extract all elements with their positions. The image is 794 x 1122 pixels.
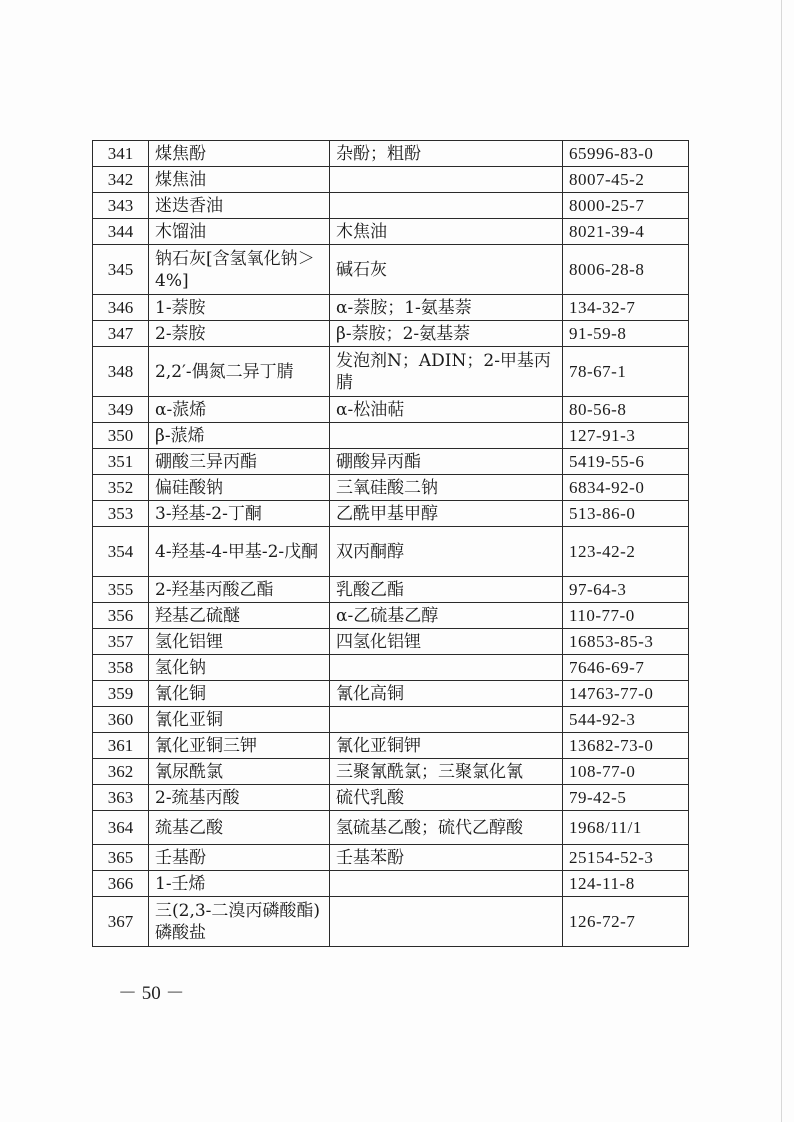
table-row bbox=[93, 577, 689, 603]
cell-name: 木馏油 bbox=[149, 219, 330, 245]
cell-alias: 乙酰甲基甲醇 bbox=[330, 501, 563, 527]
cell-alias: α-松油萜 bbox=[330, 397, 563, 423]
cell-name: 巯基乙酸 bbox=[149, 811, 330, 845]
cell-number: 360 bbox=[93, 707, 149, 733]
table-row bbox=[93, 603, 689, 629]
cell-alias bbox=[330, 167, 563, 193]
table-row bbox=[93, 167, 689, 193]
cell-cas-number: 127-91-3 bbox=[563, 423, 689, 449]
cell-number: 357 bbox=[93, 629, 149, 655]
table-row bbox=[93, 245, 689, 295]
cell-alias: 氰化亚铜钾 bbox=[330, 733, 563, 759]
cell-cas-number: 8006-28-8 bbox=[563, 245, 689, 295]
table-row bbox=[93, 397, 689, 423]
cell-cas-number: 134-32-7 bbox=[563, 295, 689, 321]
cell-name: 煤焦油 bbox=[149, 167, 330, 193]
cell-alias: α-乙硫基乙醇 bbox=[330, 603, 563, 629]
table-row bbox=[93, 811, 689, 845]
cell-alias: 双丙酮醇 bbox=[330, 527, 563, 577]
cell-number: 363 bbox=[93, 785, 149, 811]
cell-cas-number: 65996-83-0 bbox=[563, 141, 689, 167]
table-row bbox=[93, 629, 689, 655]
table-row bbox=[93, 423, 689, 449]
cell-name: 钠石灰[含氢氧化钠＞4%] bbox=[149, 245, 330, 295]
table-row bbox=[93, 785, 689, 811]
cell-number: 348 bbox=[93, 347, 149, 397]
cell-alias: 发泡剂N；ADIN；2-甲基丙腈 bbox=[330, 347, 563, 397]
cell-name: 壬基酚 bbox=[149, 845, 330, 871]
table-row bbox=[93, 897, 689, 947]
cell-name: 氢化铝锂 bbox=[149, 629, 330, 655]
cell-alias: 氢硫基乙酸；硫代乙醇酸 bbox=[330, 811, 563, 845]
cell-number: 351 bbox=[93, 449, 149, 475]
cell-name: 2-萘胺 bbox=[149, 321, 330, 347]
cell-name: 1-萘胺 bbox=[149, 295, 330, 321]
cell-alias: 三氧硅酸二钠 bbox=[330, 475, 563, 501]
cell-cas-number: 8021-39-4 bbox=[563, 219, 689, 245]
cell-cas-number: 7646-69-7 bbox=[563, 655, 689, 681]
cell-name: 迷迭香油 bbox=[149, 193, 330, 219]
cell-number: 355 bbox=[93, 577, 149, 603]
table-row bbox=[93, 141, 689, 167]
cell-number: 364 bbox=[93, 811, 149, 845]
table-row bbox=[93, 871, 689, 897]
cell-number: 359 bbox=[93, 681, 149, 707]
cell-number: 345 bbox=[93, 245, 149, 295]
table-row bbox=[93, 219, 689, 245]
cell-name: 2-巯基丙酸 bbox=[149, 785, 330, 811]
cell-alias: 四氢化铝锂 bbox=[330, 629, 563, 655]
cell-cas-number: 13682-73-0 bbox=[563, 733, 689, 759]
chemicals-table bbox=[92, 140, 689, 947]
cell-number: 367 bbox=[93, 897, 149, 947]
cell-name: 2,2′-偶氮二异丁腈 bbox=[149, 347, 330, 397]
cell-alias bbox=[330, 423, 563, 449]
cell-alias: 壬基苯酚 bbox=[330, 845, 563, 871]
cell-number: 346 bbox=[93, 295, 149, 321]
cell-name: 氰化铜 bbox=[149, 681, 330, 707]
cell-cas-number: 16853-85-3 bbox=[563, 629, 689, 655]
cell-alias: 乳酸乙酯 bbox=[330, 577, 563, 603]
cell-number: 349 bbox=[93, 397, 149, 423]
cell-alias bbox=[330, 871, 563, 897]
cell-alias: 硫代乳酸 bbox=[330, 785, 563, 811]
cell-alias: α-萘胺；1-氨基萘 bbox=[330, 295, 563, 321]
cell-cas-number: 123-42-2 bbox=[563, 527, 689, 577]
cell-alias: β-萘胺；2-氨基萘 bbox=[330, 321, 563, 347]
cell-cas-number: 124-11-8 bbox=[563, 871, 689, 897]
cell-name: 4-羟基-4-甲基-2-戊酮 bbox=[149, 527, 330, 577]
table-row bbox=[93, 347, 689, 397]
cell-alias bbox=[330, 707, 563, 733]
cell-number: 350 bbox=[93, 423, 149, 449]
cell-cas-number: 14763-77-0 bbox=[563, 681, 689, 707]
cell-name: 3-羟基-2-丁酮 bbox=[149, 501, 330, 527]
cell-alias: 杂酚；粗酚 bbox=[330, 141, 563, 167]
cell-number: 354 bbox=[93, 527, 149, 577]
cell-alias: 氰化高铜 bbox=[330, 681, 563, 707]
table-row bbox=[93, 655, 689, 681]
cell-number: 343 bbox=[93, 193, 149, 219]
cell-number: 356 bbox=[93, 603, 149, 629]
cell-cas-number: 126-72-7 bbox=[563, 897, 689, 947]
cell-cas-number: 79-42-5 bbox=[563, 785, 689, 811]
table-row bbox=[93, 501, 689, 527]
cell-number: 366 bbox=[93, 871, 149, 897]
cell-alias bbox=[330, 193, 563, 219]
table-row bbox=[93, 193, 689, 219]
table-row bbox=[93, 707, 689, 733]
cell-name: 三(2,3-二溴丙磷酸酯)磷酸盐 bbox=[149, 897, 330, 947]
table-row bbox=[93, 449, 689, 475]
cell-number: 341 bbox=[93, 141, 149, 167]
cell-name: 氢化钠 bbox=[149, 655, 330, 681]
cell-cas-number: 8007-45-2 bbox=[563, 167, 689, 193]
cell-number: 344 bbox=[93, 219, 149, 245]
cell-cas-number: 1968/11/1 bbox=[563, 811, 689, 845]
table-row bbox=[93, 733, 689, 759]
cell-number: 365 bbox=[93, 845, 149, 871]
cell-cas-number: 544-92-3 bbox=[563, 707, 689, 733]
page-edge bbox=[781, 0, 782, 1122]
cell-alias: 木焦油 bbox=[330, 219, 563, 245]
cell-cas-number: 80-56-8 bbox=[563, 397, 689, 423]
cell-number: 361 bbox=[93, 733, 149, 759]
table-row bbox=[93, 321, 689, 347]
table-row bbox=[93, 845, 689, 871]
cell-name: 氰化亚铜三钾 bbox=[149, 733, 330, 759]
cell-name: 氰尿酰氯 bbox=[149, 759, 330, 785]
cell-cas-number: 25154-52-3 bbox=[563, 845, 689, 871]
cell-cas-number: 110-77-0 bbox=[563, 603, 689, 629]
table-row bbox=[93, 295, 689, 321]
cell-cas-number: 78-67-1 bbox=[563, 347, 689, 397]
cell-number: 352 bbox=[93, 475, 149, 501]
cell-name: 氰化亚铜 bbox=[149, 707, 330, 733]
cell-alias: 碱石灰 bbox=[330, 245, 563, 295]
table-row bbox=[93, 681, 689, 707]
table-row bbox=[93, 527, 689, 577]
cell-name: 1-壬烯 bbox=[149, 871, 330, 897]
cell-cas-number: 97-64-3 bbox=[563, 577, 689, 603]
cell-alias: 三聚氰酰氯；三聚氯化氰 bbox=[330, 759, 563, 785]
cell-number: 353 bbox=[93, 501, 149, 527]
cell-name: α-蒎烯 bbox=[149, 397, 330, 423]
cell-number: 342 bbox=[93, 167, 149, 193]
cell-name: 偏硅酸钠 bbox=[149, 475, 330, 501]
cell-name: 硼酸三异丙酯 bbox=[149, 449, 330, 475]
cell-name: 2-羟基丙酸乙酯 bbox=[149, 577, 330, 603]
cell-cas-number: 8000-25-7 bbox=[563, 193, 689, 219]
table-body bbox=[93, 141, 689, 947]
cell-alias: 硼酸异丙酯 bbox=[330, 449, 563, 475]
cell-cas-number: 6834-92-0 bbox=[563, 475, 689, 501]
cell-name: β-蒎烯 bbox=[149, 423, 330, 449]
table-row bbox=[93, 475, 689, 501]
cell-alias bbox=[330, 655, 563, 681]
table-row bbox=[93, 759, 689, 785]
cell-cas-number: 513-86-0 bbox=[563, 501, 689, 527]
page-number: － 50 － bbox=[118, 983, 185, 1004]
cell-cas-number: 5419-55-6 bbox=[563, 449, 689, 475]
cell-number: 362 bbox=[93, 759, 149, 785]
cell-name: 煤焦酚 bbox=[149, 141, 330, 167]
cell-alias bbox=[330, 897, 563, 947]
cell-name: 羟基乙硫醚 bbox=[149, 603, 330, 629]
cell-number: 347 bbox=[93, 321, 149, 347]
cell-cas-number: 91-59-8 bbox=[563, 321, 689, 347]
cell-number: 358 bbox=[93, 655, 149, 681]
cell-cas-number: 108-77-0 bbox=[563, 759, 689, 785]
